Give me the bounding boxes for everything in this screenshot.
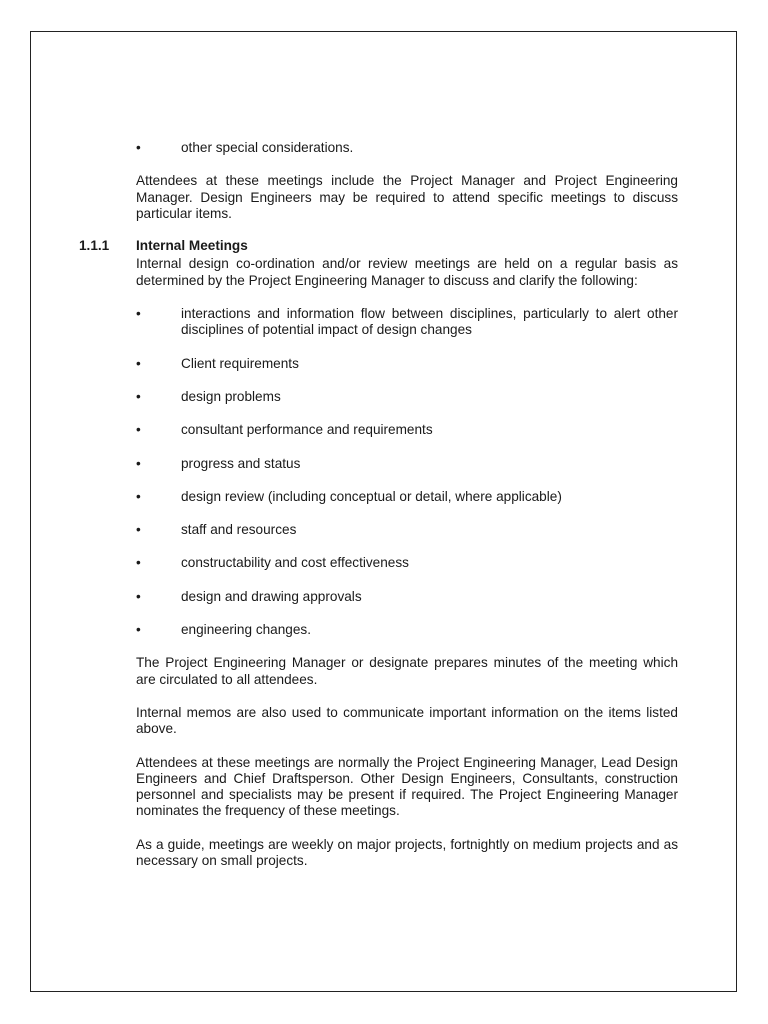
- list-item: [136, 622, 678, 638]
- list-item-text: interactions and information flow between disciplines, particularly to alert other disciplines of potential impact of design changes: [181, 306, 678, 338]
- list-item-text: design and drawing approvals: [181, 588, 362, 604]
- bullet-icon: •: [136, 355, 141, 371]
- list-item: [136, 456, 678, 472]
- list-item: [136, 356, 678, 372]
- list-item: [136, 140, 678, 156]
- list-item: [136, 422, 678, 438]
- bullet-icon: •: [136, 422, 141, 438]
- bullet-icon: •: [136, 622, 141, 638]
- bullet-icon: •: [136, 588, 141, 604]
- list-item-text: other special considerations.: [181, 140, 354, 155]
- section-number: 1.1.1: [79, 238, 110, 254]
- memos-paragraph: Internal memos are also used to communicate important information on the items listed above.: [136, 704, 678, 737]
- list-item-text: progress and status: [181, 455, 301, 471]
- bullet-icon: •: [136, 388, 141, 404]
- list-item-text: consultant performance and requirements: [181, 422, 433, 438]
- list-item-text: design review (including conceptual or detail, where applicable): [181, 488, 562, 504]
- list-item-text: Client requirements: [181, 355, 299, 371]
- item-list: [136, 306, 678, 638]
- list-item: [136, 522, 678, 538]
- section-intro: Internal design co-ordination and/or review meetings are held on a regular basis as determined by the Project Engineering Manager to discuss and clarify the following:: [136, 256, 678, 288]
- list-item: [136, 389, 678, 405]
- list-item-text: staff and resources: [181, 522, 297, 538]
- bullet-icon: •: [136, 455, 141, 471]
- list-item: [136, 555, 678, 571]
- frequency-paragraph: As a guide, meetings are weekly on major projects, fortnightly on medium projects and as necessary on small projects.: [136, 836, 678, 869]
- list-item-text: constructability and cost effectiveness: [181, 555, 409, 571]
- list-item-text: engineering changes.: [181, 622, 311, 638]
- section-heading: [79, 238, 678, 254]
- internal-attendees-paragraph: Attendees at these meetings are normally the Project Engineering Manager, Lead Design Engineers and Chief Draftsperson. Other Design Engineers, Consultants, construction personnel and specialists may be present if required. The Project Engineering Manager nominates the frequency of these meetings.: [136, 754, 678, 819]
- bullet-icon: •: [136, 306, 141, 322]
- list-item-text: design problems: [181, 388, 281, 404]
- bullet-icon: •: [136, 140, 141, 155]
- list-item: [136, 489, 678, 505]
- document-body: [79, 140, 678, 869]
- bullet-icon: •: [136, 488, 141, 504]
- attendees-paragraph: Attendees at these meetings include the Project Manager and Project Engineering Manager. Design Engineers may be required to attend specific meetings to discuss particular items.: [136, 173, 678, 221]
- list-item: [136, 306, 678, 339]
- bullet-icon: •: [136, 555, 141, 571]
- section-title: Internal Meetings: [136, 238, 248, 254]
- minutes-paragraph: The Project Engineering Manager or designate prepares minutes of the meeting which are circulated to all attendees.: [136, 655, 678, 687]
- bullet-icon: •: [136, 522, 141, 538]
- list-item: [136, 589, 678, 605]
